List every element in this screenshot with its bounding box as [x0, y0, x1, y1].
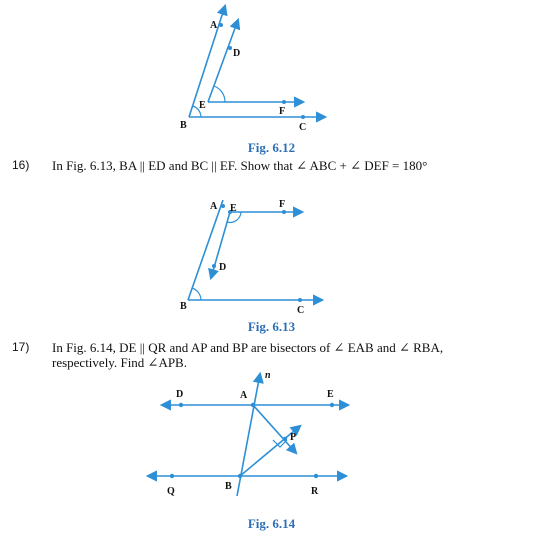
point-q-dot [170, 474, 174, 478]
label-a: A [210, 20, 218, 31]
angle-abc-arc [192, 288, 201, 300]
label-d: D [176, 389, 184, 400]
label-p: P [290, 432, 297, 443]
label-f: F [279, 106, 286, 117]
label-b: B [180, 301, 187, 312]
ray-ba [188, 200, 223, 300]
label-c: C [299, 122, 307, 133]
angle-def-arc [214, 86, 225, 102]
label-c: C [297, 305, 305, 316]
point-d-dot [228, 46, 232, 50]
ray-ba [189, 6, 225, 117]
point-f-dot [282, 210, 286, 214]
label-e: E [199, 100, 206, 111]
label-n: n [265, 370, 271, 381]
ray-ap [253, 405, 296, 453]
point-e-dot [330, 403, 334, 407]
figure-6-12-caption: Fig. 6.12 [247, 140, 296, 155]
question-16-number: 16) [12, 158, 30, 172]
point-f-dot [282, 100, 286, 104]
label-d: D [233, 48, 241, 59]
question-16-text: In Fig. 6.13, BA || ED and BC || EF. Show that ∠ ABC + ∠ DEF = 180° [52, 158, 428, 173]
point-a-dot [251, 403, 255, 407]
point-d-dot [179, 403, 183, 407]
figure-6-13-caption: Fig. 6.13 [247, 319, 296, 334]
figure-6-12 [0, 0, 543, 140]
label-e: E [230, 203, 237, 214]
point-r-dot [314, 474, 318, 478]
point-c-dot [298, 298, 302, 302]
point-d-dot [212, 264, 216, 268]
question-17-number: 17) [12, 340, 30, 354]
label-r: R [311, 486, 319, 497]
point-a-dot [219, 23, 223, 27]
label-b: B [225, 481, 232, 492]
point-c-dot [301, 115, 305, 119]
label-f: F [279, 199, 286, 210]
figure-6-14-diagram [0, 368, 543, 514]
point-b-dot [238, 474, 242, 478]
figure-6-13-diagram [0, 190, 543, 318]
figure-6-14 [0, 368, 543, 514]
label-e: E [327, 389, 334, 400]
label-q: Q [167, 486, 175, 497]
point-a-dot [221, 204, 225, 208]
label-a: A [210, 201, 218, 212]
point-p-dot [283, 437, 287, 441]
figure-6-14-caption: Fig. 6.14 [247, 516, 296, 531]
label-d: D [219, 262, 227, 273]
question-17-text: In Fig. 6.14, DE || QR and AP and BP are bisectors of ∠ EAB and ∠ RBA, respectively. Find ∠APB. [52, 340, 444, 370]
figure-6-12-diagram [0, 0, 543, 140]
label-a: A [240, 390, 248, 401]
label-b: B [180, 120, 187, 131]
ray-ed [208, 20, 241, 102]
figure-6-13 [0, 190, 543, 318]
